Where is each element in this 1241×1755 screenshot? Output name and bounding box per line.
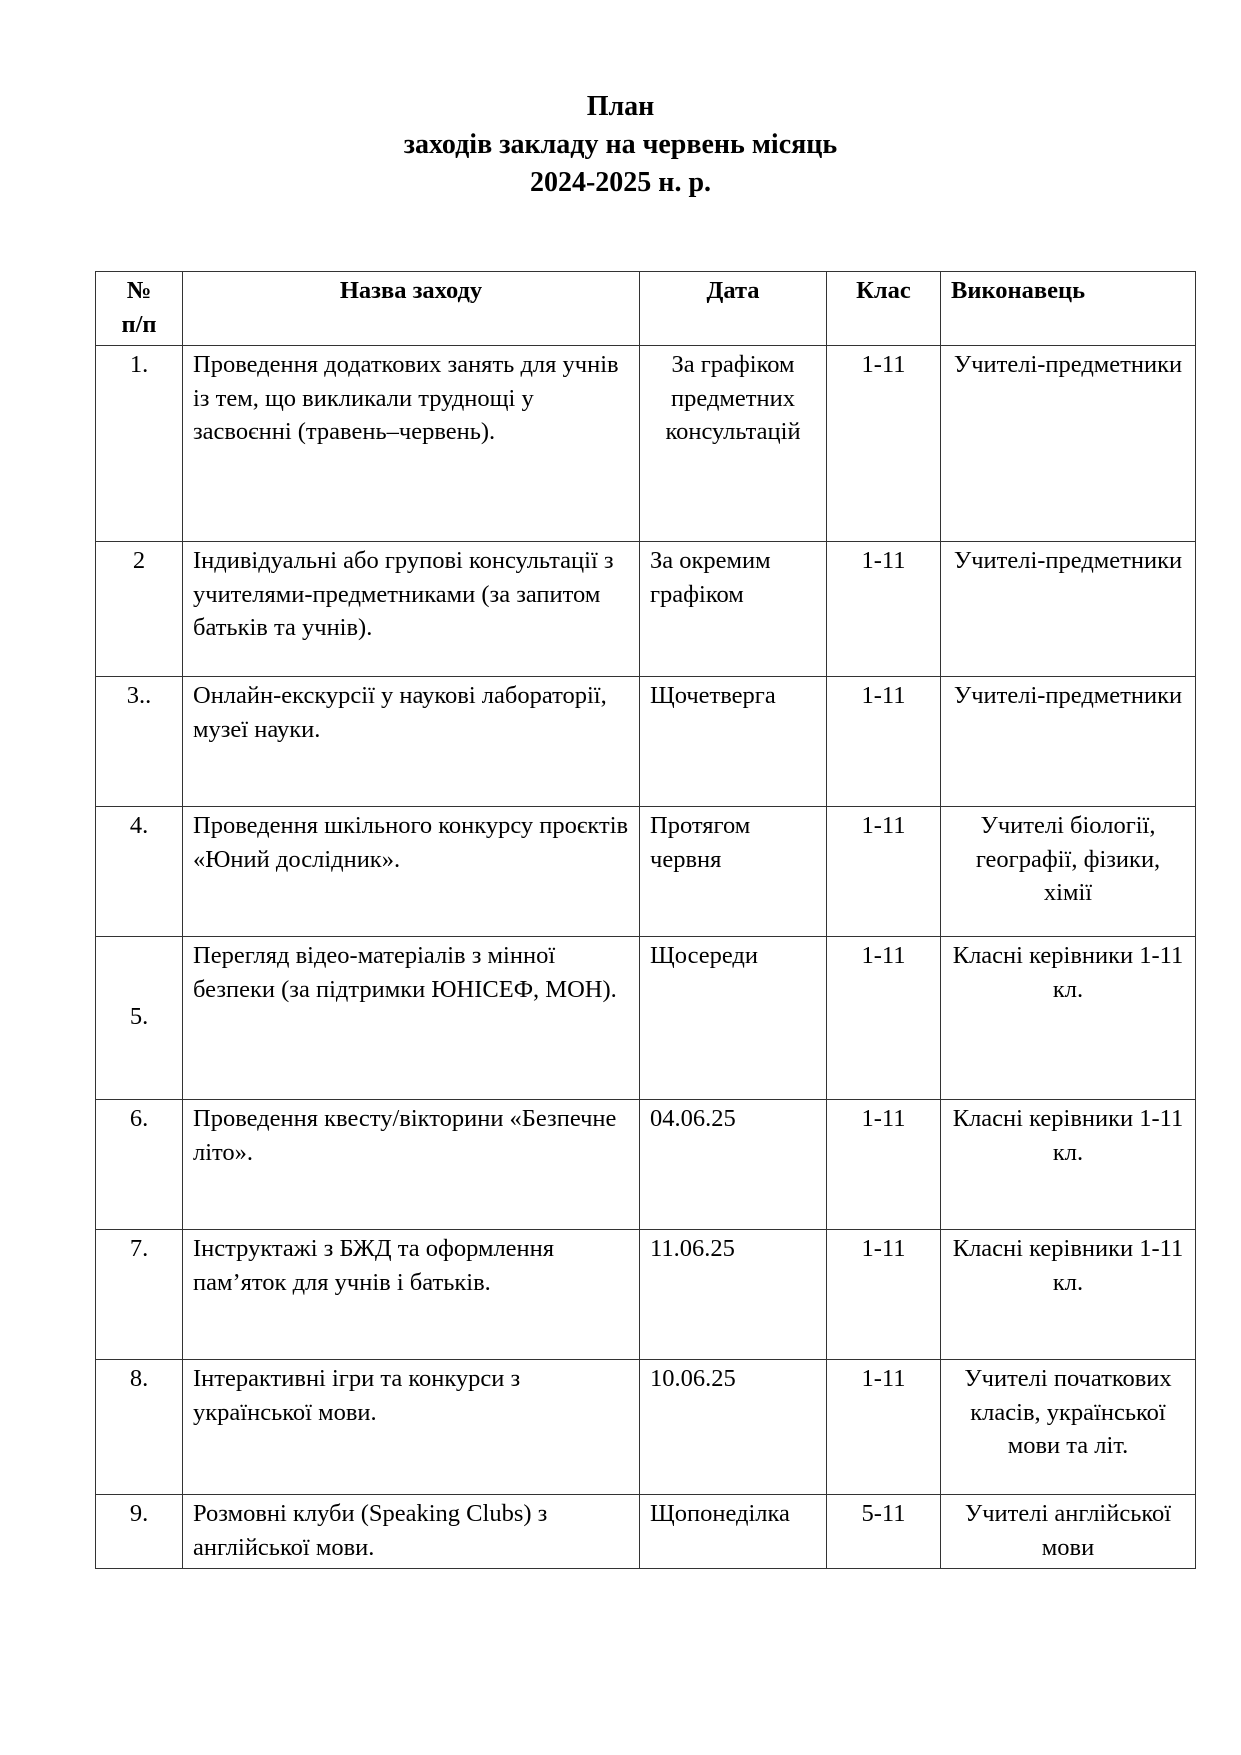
- table-row: [96, 346, 1196, 542]
- row-executor: Класні керівники 1-11 кл.: [941, 937, 1196, 1100]
- row-executor: Класні керівники 1-11 кл.: [941, 1230, 1196, 1360]
- row-class: 1-11: [827, 807, 941, 937]
- row-name: Онлайн-екскурсії у наукові лабораторії, музеї науки.: [183, 677, 640, 807]
- row-class: 1-11: [827, 346, 941, 542]
- row-date: За окремим графіком: [640, 542, 827, 677]
- table-header-row: [96, 272, 1196, 346]
- row-num: 3..: [96, 677, 183, 807]
- row-class: 1-11: [827, 1360, 941, 1495]
- row-executor: Учителі-предметники: [941, 542, 1196, 677]
- table-row: [96, 542, 1196, 677]
- row-name: Інтерактивні ігри та конкурси з української мови.: [183, 1360, 640, 1495]
- title-line-1: План: [586, 91, 655, 122]
- row-executor: Учителі-предметники: [941, 346, 1196, 542]
- table-row: [96, 937, 1196, 1100]
- row-date: 11.06.25: [640, 1230, 827, 1360]
- row-name: Проведення квесту/вікторини «Безпечне літо».: [183, 1100, 640, 1230]
- row-name: Перегляд відео-матеріалів з мінної безпеки (за підтримки ЮНІСЕФ, МОН).: [183, 937, 640, 1100]
- row-name: Розмовні клуби (Speaking Clubs) з англійської мови.: [183, 1495, 640, 1569]
- header-executor: Виконавець: [941, 272, 1196, 346]
- row-executor: Учителі англійської мови: [941, 1495, 1196, 1569]
- header-class: Клас: [827, 272, 941, 346]
- table-row: [96, 1100, 1196, 1230]
- header-name: Назва заходу: [183, 272, 640, 346]
- row-class: 5-11: [827, 1495, 941, 1569]
- row-date: Щочетверга: [640, 677, 827, 807]
- row-class: 1-11: [827, 677, 941, 807]
- row-num: 6.: [96, 1100, 183, 1230]
- row-name: Індивідуальні або групові консультації з учителями-предметниками (за запитом батьків та учнів).: [183, 542, 640, 677]
- row-date: Щопонеділка: [640, 1495, 827, 1569]
- row-executor: Учителі-предметники: [941, 677, 1196, 807]
- row-num: 8.: [96, 1360, 183, 1495]
- row-num: 5.: [96, 937, 183, 1100]
- row-date: 10.06.25: [640, 1360, 827, 1495]
- row-executor: Учителі початкових класів, української мови та літ.: [941, 1360, 1196, 1495]
- table-row: [96, 1230, 1196, 1360]
- row-class: 1-11: [827, 937, 941, 1100]
- title-line-2: заходів закладу на червень місяць: [403, 129, 838, 160]
- table-row: [96, 1495, 1196, 1569]
- row-date: Щосереди: [640, 937, 827, 1100]
- row-name: Проведення додаткових занять для учнів із тем, що викликали труднощі у засвоєнні (травень–червень).: [183, 346, 640, 542]
- row-num: 4.: [96, 807, 183, 937]
- header-date: Дата: [640, 272, 827, 346]
- row-class: 1-11: [827, 1230, 941, 1360]
- row-date: 04.06.25: [640, 1100, 827, 1230]
- events-table: [95, 271, 1196, 1569]
- title-line-3: 2024-2025 н. р.: [529, 167, 712, 198]
- table-row: [96, 807, 1196, 937]
- table-row: [96, 677, 1196, 807]
- row-executor: Класні керівники 1-11 кл.: [941, 1100, 1196, 1230]
- row-name: Інструктажі з БЖД та оформлення пам’яток для учнів і батьків.: [183, 1230, 640, 1360]
- row-date: Протягом червня: [640, 807, 827, 937]
- row-executor: Учителі біології, географії, фізики, хімії: [941, 807, 1196, 937]
- row-class: 1-11: [827, 542, 941, 677]
- row-num: 7.: [96, 1230, 183, 1360]
- table-row: [96, 1360, 1196, 1495]
- row-class: 1-11: [827, 1100, 941, 1230]
- row-num: 2: [96, 542, 183, 677]
- header-num: № п/п: [96, 272, 183, 346]
- row-date: За графіком предметних консультацій: [640, 346, 827, 542]
- row-num: 9.: [96, 1495, 183, 1569]
- page-title: [0, 88, 1241, 202]
- row-name: Проведення шкільного конкурсу проєктів «Юний дослідник».: [183, 807, 640, 937]
- row-num: 1.: [96, 346, 183, 542]
